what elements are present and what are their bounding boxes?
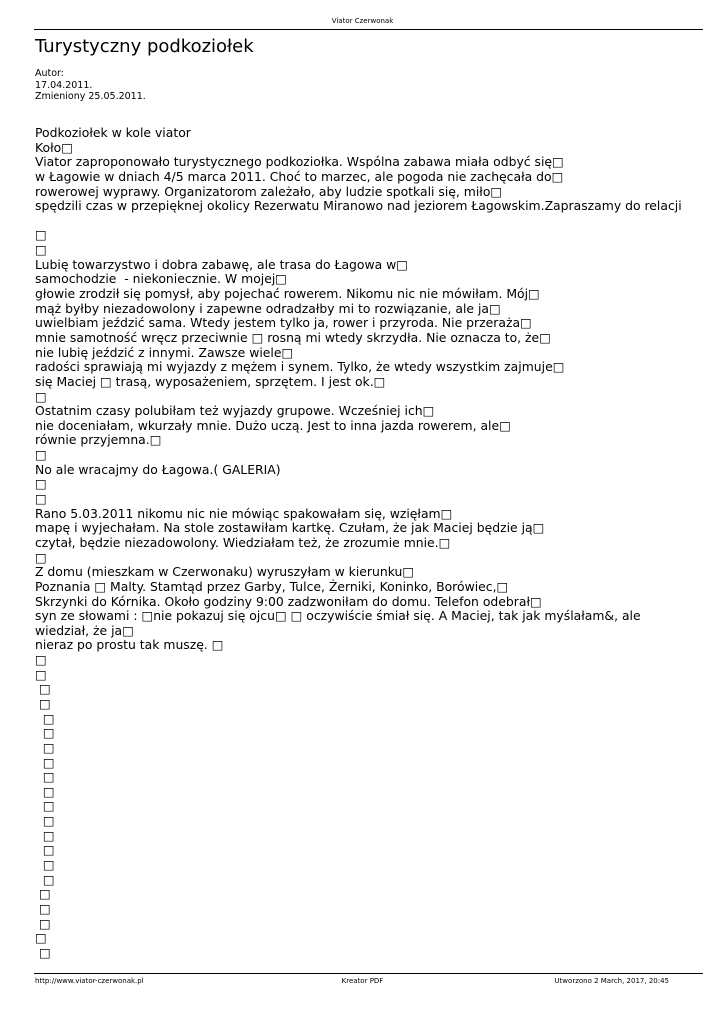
body-line: spędzili czas w przepięknej okolicy Rezerwatu Miranowo nad jeziorem Łagowskim.Zapraszamy do relacji bbox=[35, 198, 682, 214]
body-line: Poznania □ Malty. Stamtąd przez Garby, Tulce, Żerniki, Koninko, Borówiec,□ bbox=[35, 578, 509, 594]
body-line: nie doceniałam, wkurzały mnie. Dużo uczą. Jest to inna jazda rowerem, ale□ bbox=[35, 417, 511, 433]
body-line: Rano 5.03.2011 nikomu nic nie mówiąc spakowałam się, wzięłam□ bbox=[35, 505, 453, 521]
body-line: □ bbox=[35, 447, 47, 463]
body-line: □ bbox=[35, 710, 55, 726]
body-line: nie lubię jeździć z innymi. Zawsze wiele□ bbox=[35, 344, 294, 360]
article-meta bbox=[35, 68, 146, 103]
body-line: □ bbox=[35, 491, 47, 507]
body-line: Koło□ bbox=[35, 139, 73, 155]
footer-divider bbox=[34, 973, 703, 974]
body-line: Podkoziołek w kole viator bbox=[35, 125, 191, 140]
article-body bbox=[35, 126, 703, 961]
body-line: □ bbox=[35, 900, 51, 916]
body-line: □ bbox=[35, 871, 55, 887]
body-line: uwielbiam jeździć sama. Wtedy jestem tylko ja, rower i przyroda. Nie przeraża□ bbox=[35, 315, 532, 331]
body-line: się Maciej □ trasą, wyposażeniem, sprzętem. I jest ok.□ bbox=[35, 373, 386, 389]
body-line: □ bbox=[35, 696, 51, 711]
footer-created: Utworzono 2 March, 2017, 20:45 bbox=[554, 977, 669, 985]
body-line: □ bbox=[35, 930, 47, 946]
body-line: rowerowej wyprawy. Organizatorom zależało, aby ludzie spotkali się, miło□ bbox=[35, 183, 503, 199]
body-line: mnie samotność wręcz przeciwnie □ rosną mi wtedy skrzydła. Nie oznacza to, że□ bbox=[35, 329, 551, 345]
modified-date: Zmieniony 25.05.2011. bbox=[35, 91, 146, 102]
body-line: radości sprawiają mi wyjazdy z mężem i synem. Tylko, że wtedy wszystkim zajmuje□ bbox=[35, 359, 565, 375]
body-line: □ bbox=[35, 739, 55, 755]
body-line: czytał, będzie niezadowolony. Wiedziałam też, że zrozumie mnie.□ bbox=[35, 534, 451, 550]
body-line: mapę i wyjechałam. Na stole zostawiłam kartkę. Czułam, że jak Maciej będzie ją□ bbox=[35, 520, 545, 536]
body-line: □ bbox=[35, 242, 47, 258]
body-line: nieraz po prostu tak muszę. □ bbox=[35, 637, 224, 653]
body-line: □ bbox=[35, 944, 51, 960]
body-line: □ bbox=[35, 754, 55, 770]
body-line: Z domu (mieszkam w Czerwonaku) wyruszyłam w kierunku□ bbox=[35, 564, 415, 580]
body-line: □ bbox=[35, 666, 47, 682]
body-line: □ bbox=[35, 681, 51, 697]
header-divider bbox=[34, 29, 703, 30]
body-line: □ bbox=[35, 798, 55, 814]
running-header: Viator Czerwonak bbox=[331, 17, 394, 25]
body-line: □ bbox=[35, 388, 47, 404]
body-line: syn ze słowami : □nie pokazuj się ojcu□ □ oczywiście śmiał się. A Maciej, tak jak myślałam&, ale bbox=[35, 608, 641, 624]
body-line: □ bbox=[35, 227, 47, 243]
body-line: No ale wracajmy do Łagowa.( GALERIA) bbox=[35, 461, 281, 477]
body-line: □ bbox=[35, 842, 55, 858]
body-line: □ bbox=[35, 476, 47, 492]
body-line: mąż byłby niezadowolony i zapewne odradzałby mi to rozwiązanie, ale ja□ bbox=[35, 300, 501, 316]
body-line: □ bbox=[35, 769, 55, 785]
body-line: □ bbox=[35, 886, 51, 902]
body-line: równie przyjemna.□ bbox=[35, 432, 162, 448]
body-line bbox=[35, 214, 703, 229]
body-line: głowie zrodził się pomysł, aby pojechać rowerem. Nikomu nic nie mówiłam. Mój□ bbox=[35, 286, 540, 302]
body-line: samochodzie - niekoniecznie. W mojej□ bbox=[35, 271, 287, 287]
body-line: □ bbox=[35, 857, 55, 873]
body-line: Lubię towarzystwo i dobra zabawę, ale trasa do Łagowa w□ bbox=[35, 256, 409, 272]
body-line: □ bbox=[35, 915, 51, 931]
body-line: □ bbox=[35, 725, 55, 741]
body-line: Ostatnim czasy polubiłam też wyjazdy grupowe. Wcześniej ich□ bbox=[35, 403, 435, 419]
body-line: □ bbox=[35, 549, 47, 565]
body-line: □ bbox=[35, 652, 47, 668]
body-line: □ bbox=[35, 813, 55, 829]
body-line: □ bbox=[35, 783, 55, 799]
article-title: Turystyczny podkoziołek bbox=[35, 36, 254, 57]
body-line: w Łagowie w dniach 4/5 marca 2011. Choć to marzec, ale pogoda nie zachęcała do□ bbox=[35, 168, 564, 184]
created-date: 17.04.2011. bbox=[35, 79, 93, 91]
footer-generator: Kreator PDF bbox=[341, 977, 384, 985]
body-line: Viator zaproponowało turystycznego podkoziołka. Wspólna zabawa miała odbyć się□ bbox=[35, 154, 564, 170]
body-line: Skrzynki do Kórnika. Około godziny 9:00 zadzwoniłam do domu. Telefon odebrał□ bbox=[35, 593, 542, 609]
body-line: wiedział, że ja□ bbox=[35, 622, 134, 638]
body-line: □ bbox=[35, 827, 55, 843]
author-label: Autor: bbox=[35, 68, 64, 79]
footer-url: http://www.viator-czerwonak.pl bbox=[35, 977, 144, 985]
